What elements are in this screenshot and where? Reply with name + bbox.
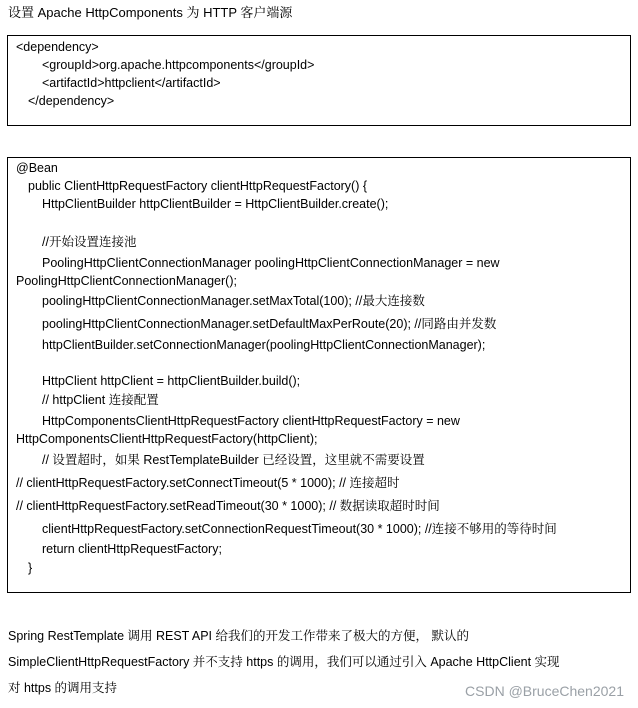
code-line: PoolingHttpClientConnectionManager(); — [16, 274, 237, 288]
paragraph-line: Spring RestTemplate 调用 REST API 给我们的开发工作带来了极大的方便， 默认的 — [8, 629, 469, 643]
dependency-code-block — [7, 35, 631, 126]
code-comment: // 设置超时，如果 RestTemplateBuilder 已经设置，这里就不需要设置 — [42, 453, 425, 467]
code-line: HttpClientBuilder httpClientBuilder = HttpClientBuilder.create(); — [42, 197, 389, 211]
code-line: poolingHttpClientConnectionManager.setDefaultMaxPerRoute(20); //同路由并发数 — [42, 317, 497, 331]
code-line: PoolingHttpClientConnectionManager poolingHttpClientConnectionManager = new — [42, 256, 500, 270]
code-line: @Bean — [16, 161, 58, 175]
code-line: <groupId>org.apache.httpcomponents</groupId> — [42, 58, 315, 72]
code-line: HttpClient httpClient = httpClientBuilder.build(); — [42, 374, 301, 388]
paragraph-line: SimpleClientHttpRequestFactory 并不支持 https 的调用，我们可以通过引入 Apache HttpClient 实现 — [8, 655, 560, 669]
code-line: clientHttpRequestFactory.setConnectionRequestTimeout(30 * 1000); //连接不够用的等待时间 — [42, 522, 557, 536]
code-line: <artifactId>httpclient</artifactId> — [42, 76, 221, 90]
code-comment: // clientHttpRequestFactory.setConnectTimeout(5 * 1000); // 连接超时 — [16, 476, 400, 490]
java-code-block — [7, 157, 631, 593]
code-line: HttpComponentsClientHttpRequestFactory clientHttpRequestFactory = new — [42, 414, 460, 428]
code-line: } — [28, 561, 33, 575]
code-line: </dependency> — [28, 94, 115, 108]
paragraph-line: 对 https 的调用支持 — [8, 681, 118, 695]
code-comment: //开始设置连接池 — [42, 235, 137, 249]
code-comment: // httpClient 连接配置 — [42, 393, 159, 407]
code-line: httpClientBuilder.setConnectionManager(poolingHttpClientConnectionManager); — [42, 338, 486, 352]
code-line: HttpComponentsClientHttpRequestFactory(httpClient); — [16, 432, 318, 446]
page-title: 设置 Apache HttpComponents 为 HTTP 客户端源 — [8, 5, 293, 20]
code-line: <dependency> — [16, 40, 99, 54]
code-line: public ClientHttpRequestFactory clientHttpRequestFactory() { — [28, 179, 368, 193]
csdn-watermark: CSDN @BruceChen2021 — [465, 683, 624, 699]
code-comment: // clientHttpRequestFactory.setReadTimeout(30 * 1000); // 数据读取超时时间 — [16, 499, 440, 513]
code-line: poolingHttpClientConnectionManager.setMaxTotal(100); //最大连接数 — [42, 294, 425, 308]
code-line: return clientHttpRequestFactory; — [42, 542, 222, 556]
